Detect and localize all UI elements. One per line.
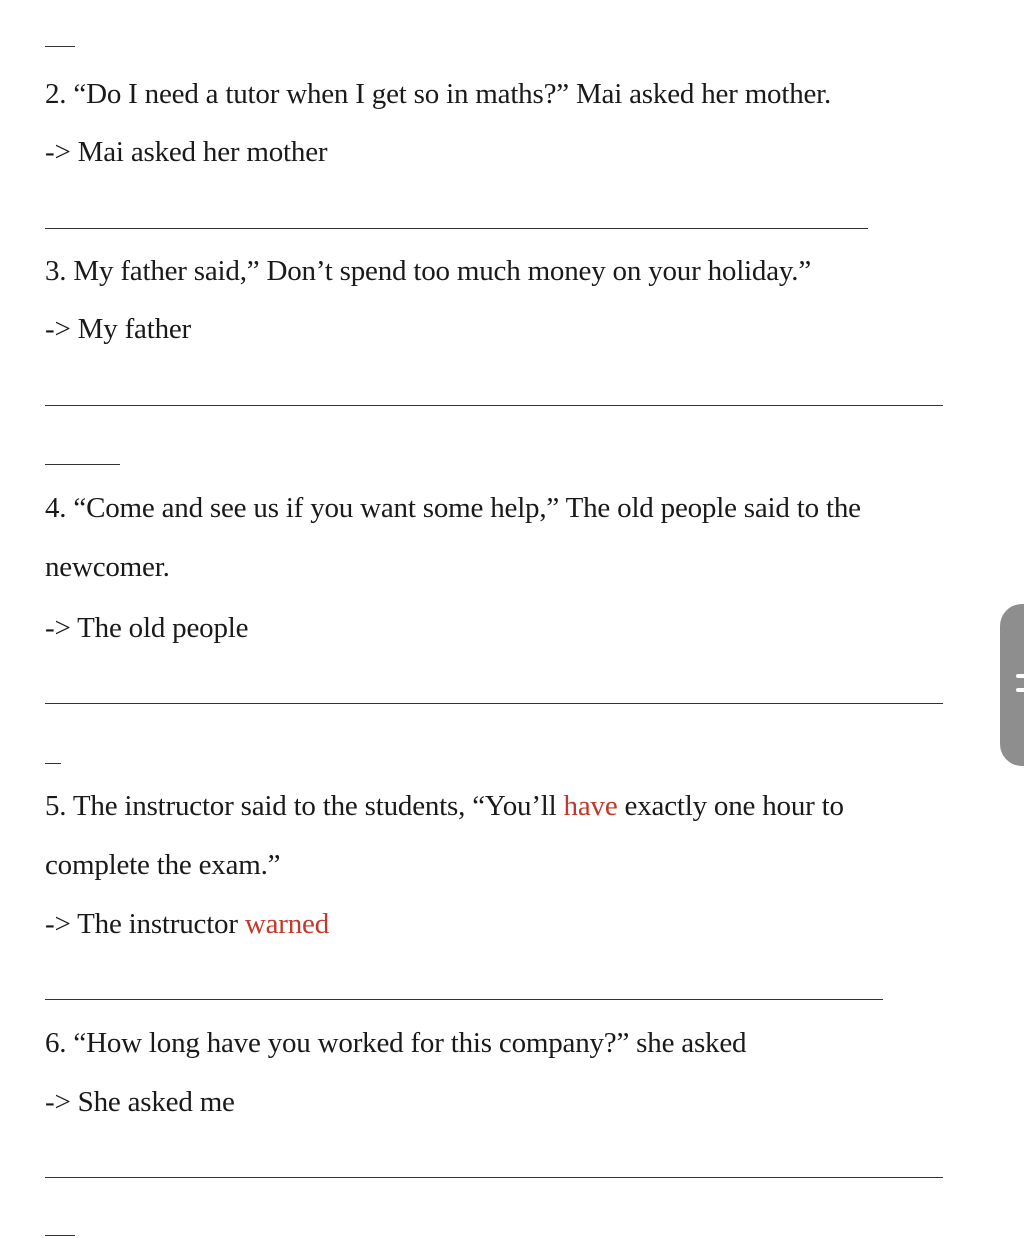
question-5-text-start: 5. The instructor said to the students, “You’ll	[45, 790, 564, 822]
answer-prompt-5	[45, 906, 329, 942]
answer-5-prefix: -> The instructor	[45, 908, 245, 940]
answer-line-4b	[45, 763, 61, 764]
question-5-line-1	[45, 788, 844, 824]
question-4-line-1: 4. “Come and see us if you want some help,” The old people said to the	[45, 492, 861, 524]
side-panel-handle[interactable]	[1000, 604, 1024, 766]
answer-prompt-2: -> Mai asked her mother	[45, 136, 328, 168]
answer-line-5	[45, 999, 883, 1000]
answer-line-bottom	[45, 1235, 75, 1236]
answer-line-6	[45, 1177, 943, 1178]
question-4-line-2: newcomer.	[45, 551, 170, 583]
grip-icon	[1016, 688, 1024, 692]
answer-line-3b	[45, 464, 120, 465]
question-3: 3. My father said,” Don’t spend too much money on your holiday.”	[45, 255, 812, 287]
grip-icon	[1016, 674, 1024, 678]
question-5-text-end: exactly one hour to	[617, 790, 844, 822]
question-5-line-2: complete the exam.”	[45, 849, 281, 881]
answer-prompt-6: -> She asked me	[45, 1086, 235, 1118]
answer-line-3a	[45, 405, 943, 406]
answer-prompt-3: -> My father	[45, 313, 192, 345]
answer-prompt-4: -> The old people	[45, 612, 249, 644]
highlight-have: have	[563, 790, 618, 822]
answer-line-4a	[45, 703, 943, 704]
blank-line-top	[45, 46, 75, 47]
question-2: 2. “Do I need a tutor when I get so in maths?” Mai asked her mother.	[45, 78, 832, 110]
answer-line-2	[45, 228, 868, 229]
question-6: 6. “How long have you worked for this company?” she asked	[45, 1027, 747, 1059]
highlight-warned: warned	[244, 908, 330, 940]
